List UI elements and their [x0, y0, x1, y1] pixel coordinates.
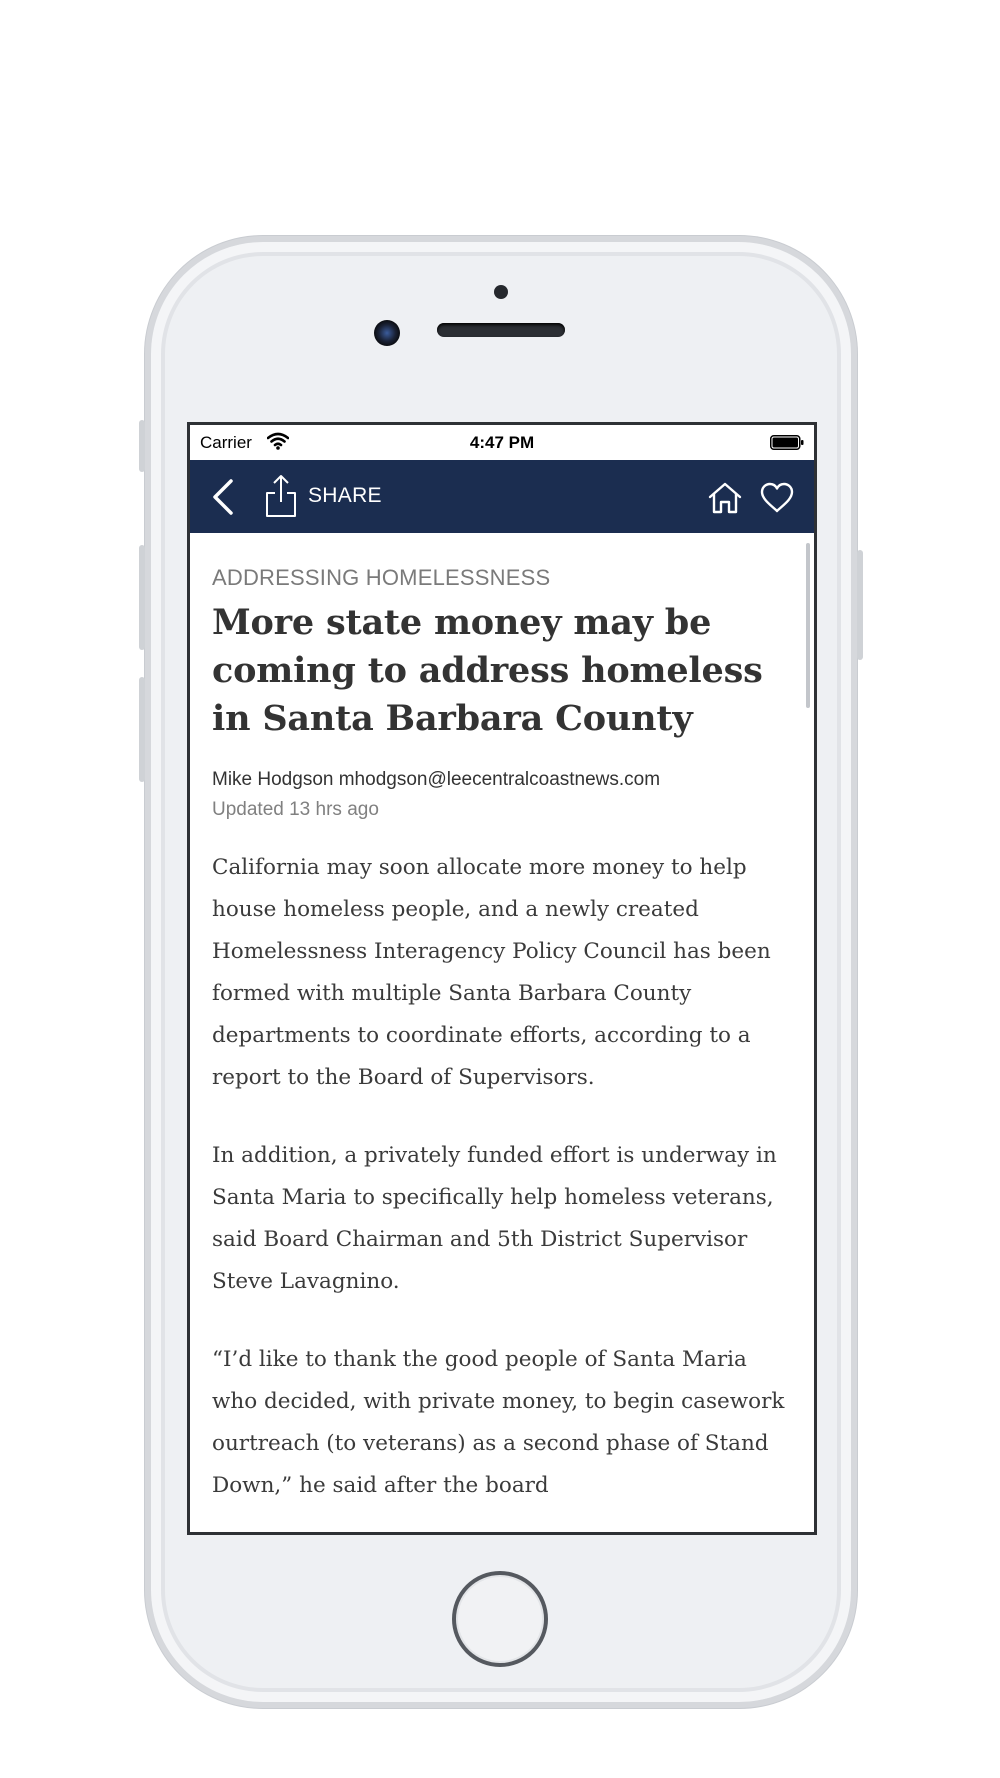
article-content: [212, 533, 792, 1507]
power-button: [857, 550, 863, 660]
home-icon[interactable]: [708, 482, 742, 514]
byline: [212, 769, 792, 791]
status-bar: [190, 425, 814, 460]
nav-bar: [190, 460, 814, 533]
article-paragraph: California may soon allocate more money to help house homeless people, and a newly created Homelessness Interagency Policy Council has been formed with multiple Santa Barbara County departments to coordinate efforts, according to a report to the Board of Supervisors.: [212, 855, 771, 1090]
share-icon: [264, 473, 298, 519]
share-label: SHARE: [308, 484, 382, 507]
article-paragraph: In addition, a privately funded effort is underway in Santa Maria to specifically help homeless veterans, said Board Chairman and 5th District Supervisor Steve Lavagnino.: [212, 1143, 777, 1294]
article-headline: More state money may be coming to address homeless in Santa Barbara County: [212, 602, 763, 739]
home-button[interactable]: [452, 1571, 548, 1667]
proximity-sensor: [494, 285, 508, 299]
clock-time: 4:47 PM: [469, 433, 535, 452]
scrollbar[interactable]: [806, 543, 810, 708]
updated-timestamp: Updated 13 hrs ago: [212, 799, 379, 820]
author-name[interactable]: Mike Hodgson: [212, 769, 334, 790]
volume-down-button: [139, 677, 145, 782]
heart-icon[interactable]: [760, 482, 794, 513]
battery-icon: [770, 435, 804, 450]
back-chevron-icon[interactable]: [210, 478, 236, 516]
earpiece-speaker: [437, 323, 565, 337]
carrier-label: Carrier: [200, 433, 252, 452]
silent-switch: [139, 420, 145, 472]
front-camera: [374, 320, 400, 346]
section-kicker[interactable]: ADDRESSING HOMELESSNESS: [212, 565, 551, 590]
article-paragraph: “I’d like to thank the good people of Santa Maria who decided, with private money, to begin casework ourtreach (to veterans) as a second phase of Stand Down,” he said after the board: [212, 1347, 785, 1498]
phone-screen: [187, 422, 817, 1535]
volume-up-button: [139, 545, 145, 650]
share-button[interactable]: [264, 472, 382, 520]
author-email[interactable]: mhodgson@leecentralcoastnews.com: [338, 769, 661, 790]
